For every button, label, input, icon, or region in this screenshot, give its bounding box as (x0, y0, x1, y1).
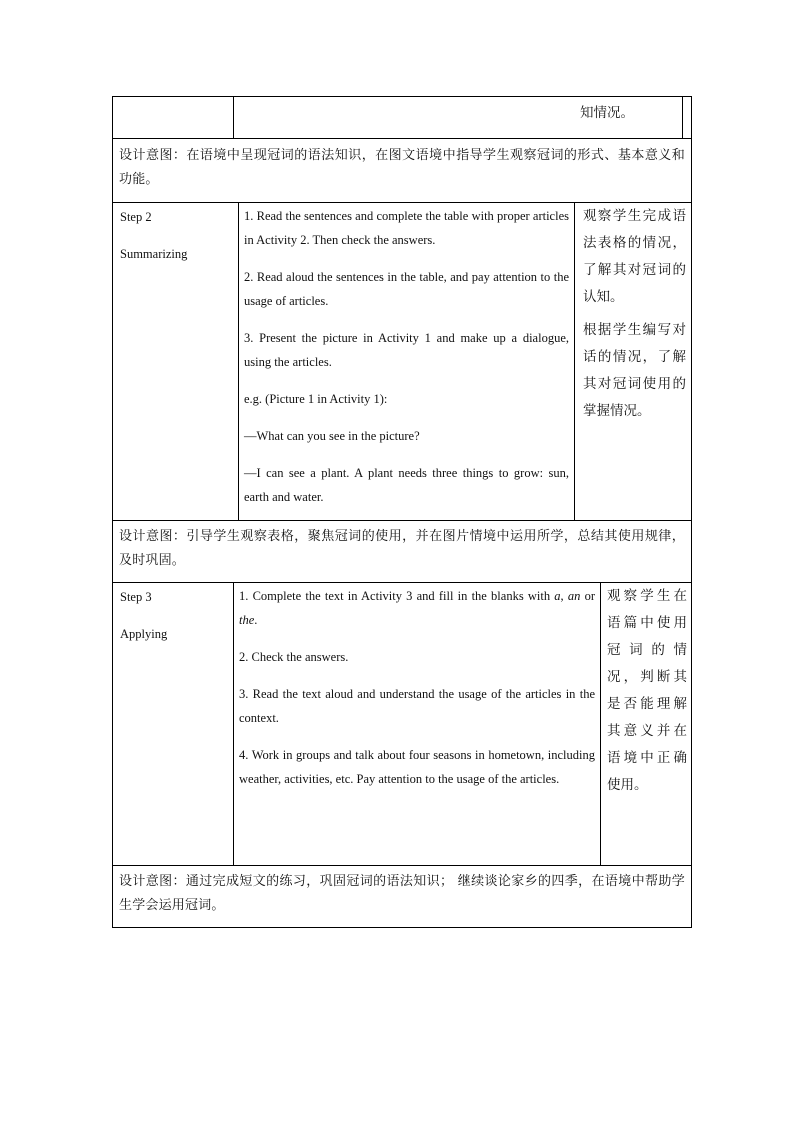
activity-item (239, 584, 595, 632)
separator: , (560, 589, 568, 603)
activity-item: 1. Read the sentences and complete the table with proper articles in Activity 2. Then check the answers. (244, 209, 569, 247)
dialogue-line: —What can you see in the picture? (244, 429, 420, 443)
evaluation-text: 知情况。 (580, 105, 634, 121)
step-2-evaluation-cell (575, 203, 691, 521)
step-name: Summarizing (120, 247, 188, 261)
step-3-activities-cell (234, 583, 601, 866)
design-intent-text: 设计意图：引导学生观察表格，聚焦冠词的使用，并在图片情境中运用所学，总结其使用规律，及时巩固。 (119, 529, 685, 568)
activity-item: 3. Present the picture in Activity 1 and make up a dialogue, using the articles. (244, 331, 569, 369)
step-label: Step 3 (120, 590, 152, 604)
evaluation-text: 根据学生编写对话的情况，了解其对冠词使用的掌握情况。 (583, 322, 686, 419)
top-row-step-cell (113, 97, 234, 139)
separator: or (580, 589, 595, 603)
top-row (112, 96, 692, 138)
step-3-evaluation-cell (601, 583, 691, 866)
step-3-label-cell (113, 583, 234, 866)
evaluation-text: 观察学生完成语法表格的情况，了解其对冠词的认知。 (583, 208, 686, 305)
step-2-label-cell (113, 203, 239, 521)
article-a: a (554, 589, 561, 603)
activity-example-label: e.g. (Picture 1 in Activity 1): (244, 392, 388, 406)
step-label: Step 2 (120, 210, 152, 224)
article-the: the (239, 613, 255, 627)
design-intent-text: 设计意图：通过完成短文的练习，巩固冠词的语法知识； 继续谈论家乡的四季，在语境中帮助学生学会运用冠词。 (119, 874, 685, 913)
period: . (254, 613, 258, 627)
step-2-row (112, 202, 692, 520)
step-name: Applying (120, 627, 168, 641)
design-intent-2 (112, 520, 692, 582)
step-2-activities-cell (239, 203, 575, 521)
activity-item: 2. Read aloud the sentences in the table, and pay attention to the usage of articles. (244, 270, 569, 308)
article-an: an (567, 589, 581, 603)
design-intent-1 (112, 138, 692, 202)
design-intent-text: 设计意图：在语境中呈现冠词的语法知识，在图文语境中指导学生观察冠词的形式、基本意义和功能。 (119, 148, 685, 187)
dialogue-line: —I can see a plant. A plant needs three things to grow: sun, earth and water. (244, 466, 569, 504)
evaluation-text: 观察学生在语篇中使用冠词的情况，判断其是否能理解其意义并在语境中正确使用。 (607, 588, 687, 793)
design-intent-3 (112, 865, 692, 928)
activity-item: 3. Read the text aloud and understand the usage of the articles in the context. (239, 687, 595, 725)
activity-item: 4. Work in groups and talk about four seasons in hometown, including weather, activities, etc. Pay attention to the usage of the articles. (239, 748, 595, 786)
top-row-evaluation-cell (576, 97, 693, 139)
activity-text: 1. Complete the text in Activity 3 and fill in the blanks with (239, 589, 555, 603)
activity-item: 2. Check the answers. (239, 650, 349, 664)
step-3-row (112, 582, 692, 865)
